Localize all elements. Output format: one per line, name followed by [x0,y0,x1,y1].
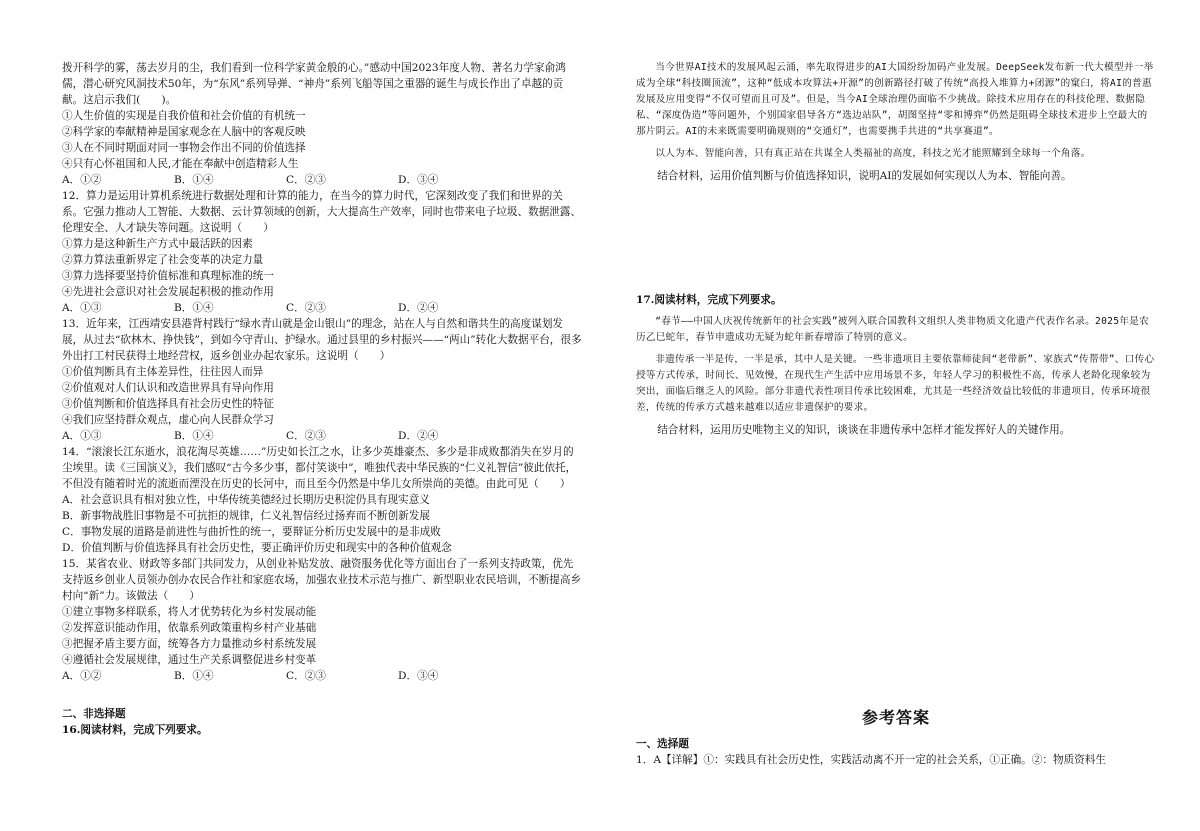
q17-material-paragraph-2: 非遗传承一半是传，一半是承，其中人是关键。一些非遗项目主要依靠师徒间“老带新”、家族式“传帮带”、口传心授等方式传承，时间长、见效慢，在现代生产生活中应用场景不多，年轻人学习的积极性不高，传承人老龄化现象较为突出，面临后继乏人的风险。部分非遗代表性项目传承比较困难，尤其是一些经济效益比较低的非遗项目，传承环境很差，传统的传承方式越来越难以适应非遗保护的要求。 [636,354,1155,413]
q16-heading: 16.阅读材料，完成下列要求。 [62,724,208,736]
q11-item-2: ②科学家的奉献精神是国家观念在人脑中的客观反映 [62,126,306,138]
right-column [636,60,1156,830]
answer-1: 1．A【详解】①：实践具有社会历史性，实践活动离不开一定的社会关系，①正确。②：物质资料生 [636,754,1106,766]
q11-item-1: ①人生价值的实现是自我价值和社会价值的有机统一 [62,110,306,122]
q13-option-d: D．②④ [398,430,439,442]
q15-option-b: B．①④ [174,670,214,682]
answers-title: 参考答案 [861,708,930,727]
q14-option-c: C．事物发展的道路是前进性与曲折性的统一，要辩证分析历史发展中的是非成败 [62,526,441,538]
section-heading-nonchoice: 二、非选择题 [62,708,126,720]
answers-block [636,736,1176,768]
q15-item-1: ①建立事物多样联系，将人才优势转化为乡村发展动能 [62,606,317,618]
q15-options [62,668,582,684]
q14-option-d: D．价值判断与价值选择具有社会历史性，要正确评价历史和现实中的各种价值观念 [62,542,452,554]
q14-stem: 14．“滚滚长江东逝水，浪花淘尽英雄……”历史如长江之水，让多少英雄豪杰、多少是非成败都消失在岁月的尘埃里。读《三国演义》，我们感叹“古今多少事，都付笑谈中”，唯独代表中华民族的“仁义礼智信”彼此依托，不但没有随着时光的流逝而湮没在历史的长河中，而且至今仍然是中华儿女所崇尚的美德。由此可见（ ） [62,446,577,490]
q13-item-1: ①价值判断具有主体差异性，往往因人而异 [62,366,264,378]
q12-stem: 12．算力是运用计算机系统进行数据处理和计算的能力，在当今的算力时代，它深刻改变了我们和世界的关系。它强力推动人工智能、大数据、云计算领域的创新，大大提高生产效率，同时也带来电子垃圾、数据泄露、伦理安全、人才缺失等问题。这说明（ ） [62,190,582,234]
q12-item-1: ①算力是这种新生产方式中最活跃的因素 [62,238,253,250]
q13-stem: 13．近年来，江西靖安县港背村践行“绿水青山就是金山银山”的理念，站在人与自然和谐共生的高度谋划发展，从过去“砍林木、挣快钱”，到如今守青山、护绿水。通过县里的乡村振兴——“两山”转化大数据平台，很多外出打工村民获得土地经营权，返乡创业办起农家乐。这说明（ ） [62,318,582,362]
q12-option-b: B．①④ [174,302,214,314]
q12-item-3: ③算力选择要坚持价值标准和真理标准的统一 [62,270,274,282]
q15-stem: 15．某省农业、财政等多部门共同发力，从创业补贴发放、融资服务优化等方面出台了一系列支持政策，优先支持返乡创业人员领办创办农民合作社和家庭农场，加强农业技术示范与推广、新型职业农民培训，不断提高乡村向“新”力。该做法（ ） [62,558,582,602]
q13-options [62,428,582,444]
q15-option-d: D．③④ [398,670,439,682]
q11-item-3: ③人在不同时期面对同一事物会作出不同的价值选择 [62,142,306,154]
q12-option-a: A．①③ [62,302,102,314]
q15-option-a: A．①② [62,670,102,682]
answers-section-heading: 一、选择题 [636,738,689,750]
q13-option-c: C．②③ [286,430,326,442]
q13-item-2: ②价值观对人们认识和改造世界具有导向作用 [62,382,274,394]
q11-option-c: C．②③ [286,174,326,186]
q12-option-d: D．②④ [398,302,439,314]
left-column [62,60,582,738]
q13-option-b: B．①④ [174,430,214,442]
q13-item-4: ④我们应坚持群众观点，虚心向人民群众学习 [62,414,274,426]
q12-options [62,300,582,316]
q11-item-4: ④只有心怀祖国和人民,才能在奉献中创造精彩人生 [62,158,299,170]
q14-option-b: B．新事物战胜旧事物是不可抗拒的规律，仁义礼智信经过扬弃而不断创新发展 [62,510,430,522]
q15-item-2: ②发挥意识能动作用，依靠系列政策重构乡村产业基础 [62,622,317,634]
q11-stem: 拨开科学的雾，荡去岁月的尘，我们看到一位科学家黄金般的心。”感动中国2023年度人物、著名力学家俞鸿儒，潜心研究风洞技术50年，为“东风”系列导弹、“神舟”系列飞船等国之重器的诞生与成长作出了卓越的贡献。这启示我们( )。 [62,62,566,106]
q15-item-4: ④遵循社会发展规律，通过生产关系调整促进乡村变革 [62,654,317,666]
q11-option-b: B．①④ [174,174,214,186]
q17-material-paragraph-1: “春节——中国人庆祝传统新年的社会实践”被列入联合国教科文组织人类非物质文化遗产代表作名录。2025年是农历乙巳蛇年，春节申遗成功无疑为蛇年新春增添了特别的意义。 [636,316,1150,343]
q13-option-a: A．①③ [62,430,102,442]
q13-item-3: ③价值判断和价值选择具有社会历史性的特征 [62,398,274,410]
q12-option-c: C．②③ [286,302,326,314]
q15-item-3: ③把握矛盾主要方面，统筹各方力量推动乡村系统发展 [62,638,317,650]
q16-task: 结合材料，运用价值判断与价值选择知识，说明AI的发展如何实现以人为本、智能向善。 [657,170,1072,182]
q16-material-paragraph-1: 当今世界AI技术的发展风起云涌，率先取得进步的AI大国纷纷加码产业发展。DeepSeek发布新一代大模型并一举成为全球“科技圈顶流”，这种“低成本攻算法+开源”的创新路径打破了传统“高投入堆算力+闭源”的窠臼，将AI的普惠发展及应用变得“不仅可望而且可及”。但是，当今AI全球治理仍面临不少挑战。除技术应用存在的科技伦理、数据隐私、“深度伪造”等问题外，个别国家倡导各方“选边站队”，胡图坚持“零和博弈”仍然是阻碍全球技术进步上空最大的那片阴云。AI的未来既需要明确规则的“交通灯”，也需要携手共进的“共享赛道”。 [636,62,1154,137]
q15-option-c: C．②③ [286,670,326,682]
q11-option-a: A．①② [62,174,102,186]
q17-heading: 17.阅读材料，完成下列要求。 [636,294,782,306]
q14-option-a: A．社会意识具有相对独立性，中华传统美德经过长期历史积淀仍具有现实意义 [62,494,430,506]
q12-item-4: ④先进社会意识对社会发展起积极的推动作用 [62,286,274,298]
q11-options [62,172,582,188]
q11-option-d: D．③④ [398,174,439,186]
q17-task: 结合材料，运用历史唯物主义的知识，谈谈在非遗传承中怎样才能发挥好人的关键作用。 [657,424,1071,436]
q12-item-2: ②算力算法重新界定了社会变革的决定力量 [62,254,264,266]
q16-material-paragraph-2: 以人为本、智能向善，只有真正站在共谋全人类福祉的高度，科技之光才能照耀到全球每一个角落。 [655,148,1091,159]
